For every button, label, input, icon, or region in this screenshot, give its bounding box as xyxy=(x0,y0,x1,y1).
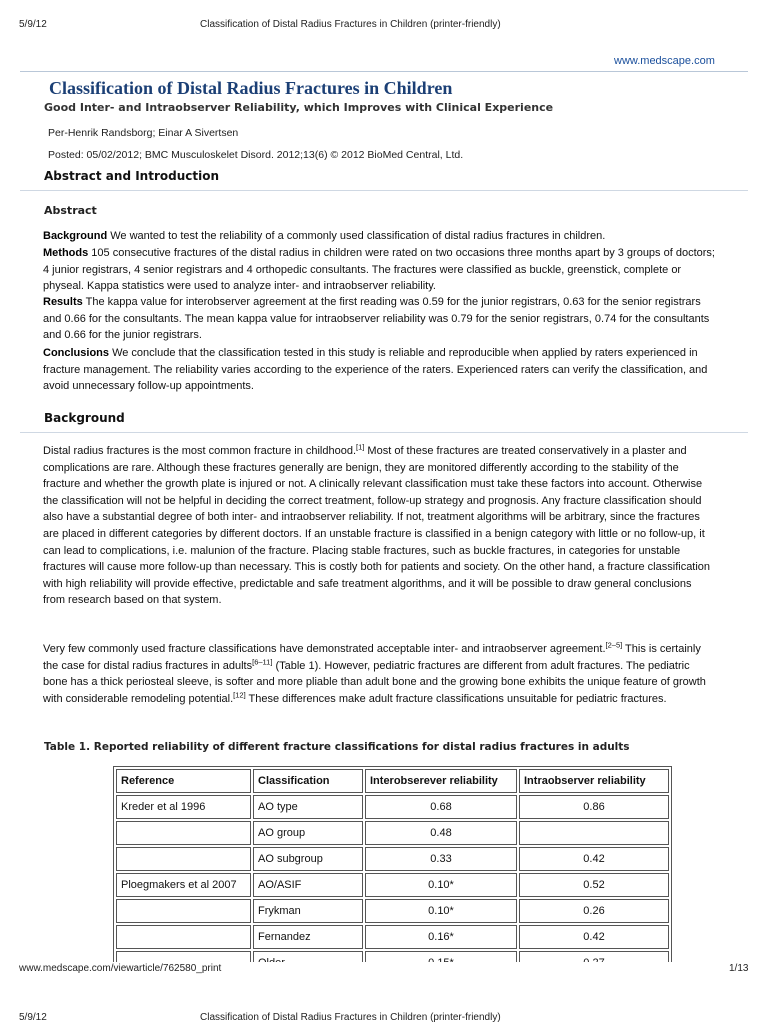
table-row xyxy=(116,847,669,871)
citation-12[interactable]: [12] xyxy=(233,690,246,700)
abstract-methods-label: Methods xyxy=(43,247,89,259)
table-row xyxy=(116,873,669,897)
article-posted: Posted: 05/02/2012; BMC Musculoskelet Disord. 2012;13(6) © 2012 BioMed Central, Ltd. xyxy=(48,149,464,161)
bg-p2-text-b: This is certainly the case for distal radius fractures in adults xyxy=(43,643,701,672)
bg-p1-text-b: Most of these fractures are treated conservatively in a plaster and complications are rare. Although these fractures generally are benign, they are monitored differently according to the stability of the fracture and whether the growth plate is injured or not. A clinically relevant classification must take these factors into account. Otherwise the classification will not be helpful in deciding the correct treatment, follow-up strategy and prognosis. Any fracture classification should also have a substantial degree of both inter- and intraobserver reliability. If not, treatment algorithms will be arbitrary, since the fractures are placed in different categories by different doctors. If an unstable fracture is classified in a benign category with little or no follow-up, it can lead to complications, i.e. malunion of the fracture. Placing stable fractures, such as buckle fractures, in categories for unstable fractures will cause more follow-up than necessary. This is costly both for patients and society. On the other hand, a fracture classification with high reliability will provide effective, predictable and safe treatment algorithms, and it will be possible to draw general conclusions from research based on that system. xyxy=(43,445,711,607)
cell-interobserver: 0.10* xyxy=(365,873,517,897)
section-heading-background: Background xyxy=(44,411,125,425)
medscape-link[interactable]: www.medscape.com xyxy=(614,55,715,67)
abstract-background xyxy=(43,228,715,245)
col-header-intraobserver: Intraobserver reliability xyxy=(519,769,669,793)
abstract-results xyxy=(43,294,715,344)
cell-interobserver: 0.48 xyxy=(365,821,517,845)
abstract-methods xyxy=(43,245,715,295)
cell-reference xyxy=(116,925,251,949)
cell-classification: AO type xyxy=(253,795,363,819)
cell-reference xyxy=(116,899,251,923)
cell-intraobserver xyxy=(519,821,669,845)
background-paragraph-1 xyxy=(43,443,715,609)
footer-page-number: 1/13 xyxy=(729,963,749,974)
article-authors: Per-Henrik Randsborg; Einar A Sivertsen xyxy=(48,127,239,139)
footer-url: www.medscape.com/viewarticle/762580_print xyxy=(19,963,222,974)
bg-p2-text-d: These differences make adult fracture classifications unsuitable for pediatric fractures. xyxy=(245,692,667,705)
next-page-date: 5/9/12 xyxy=(19,1012,47,1023)
bg-p1-text-a: Distal radius fractures is the most common fracture in childhood. xyxy=(43,445,357,457)
citation-6-11[interactable]: [6–11] xyxy=(252,656,273,666)
cell-classification: Frykman xyxy=(253,899,363,923)
cell-intraobserver: 0.26 xyxy=(519,899,669,923)
table-1 xyxy=(113,766,672,978)
section-divider xyxy=(20,190,748,191)
abstract-background-label: Background xyxy=(43,230,108,242)
abstract-conclusions-text: We conclude that the classification tested in this study is reliable and reproducible when applied by raters experienced in fracture management. The reliability varies according to the experience of the raters. Experienced raters can verify the classification, and avoid unnecessary follow-up appointments. xyxy=(43,347,708,393)
cell-classification: AO subgroup xyxy=(253,847,363,871)
table-row xyxy=(116,899,669,923)
cell-classification: AO/ASIF xyxy=(253,873,363,897)
bg-p2-text-a: Very few commonly used fracture classifications have demonstrated acceptable inter- and intraobserver agreement. xyxy=(43,643,606,655)
cell-intraobserver: 0.86 xyxy=(519,795,669,819)
print-header-title: Classification of Distal Radius Fractures in Children (printer-friendly) xyxy=(200,19,501,30)
cell-reference: Ploegmakers et al 2007 xyxy=(116,873,251,897)
abstract-conclusions xyxy=(43,345,715,395)
cell-reference: Kreder et al 1996 xyxy=(116,795,251,819)
article-subtitle: Good Inter- and Intraobserver Reliability, which Improves with Clinical Experience xyxy=(44,101,554,114)
next-page-header-title: Classification of Distal Radius Fractures in Children (printer-friendly) xyxy=(200,1012,501,1023)
cell-interobserver: 0.10* xyxy=(365,899,517,923)
cell-interobserver: 0.33 xyxy=(365,847,517,871)
col-header-reference: Reference xyxy=(116,769,251,793)
abstract-conclusions-label: Conclusions xyxy=(43,347,110,359)
section-divider-background xyxy=(20,432,748,433)
abstract-results-label: Results xyxy=(43,296,83,308)
abstract-background-text: We wanted to test the reliability of a commonly used classification of distal radius fractures in children. xyxy=(110,230,606,242)
cell-interobserver: 0.16* xyxy=(365,925,517,949)
cell-reference xyxy=(116,847,251,871)
section-heading-abstract-intro: Abstract and Introduction xyxy=(44,169,219,183)
abstract-methods-text: 105 consecutive fractures of the distal radius in children were rated on two occasions three months apart by 3 groups of doctors; 4 junior registrars, 4 senior registrars and 4 orthopedic consultants. The fractures were classified as buckle, greenstick, complete or physeal. Kappa statistics were used to analyze inter- and intraobserver reliability. xyxy=(43,247,715,293)
col-header-interobserver: Interobserever reliability xyxy=(365,769,517,793)
print-date: 5/9/12 xyxy=(19,19,47,30)
header-divider xyxy=(20,71,748,72)
table-row xyxy=(116,925,669,949)
cell-classification: Fernandez xyxy=(253,925,363,949)
cell-interobserver: 0.68 xyxy=(365,795,517,819)
table-row xyxy=(116,795,669,819)
abstract-results-text: The kappa value for interobserver agreement at the first reading was 0.59 for the junior registrars, 0.63 for the senior registrars and 0.66 for the consultants. The mean kappa value for intraobserver reliability was 0.79 for the senior registrars, 0.74 for the consultants and 0.66 for the junior registrars. xyxy=(43,296,710,342)
cell-intraobserver: 0.42 xyxy=(519,925,669,949)
citation-1[interactable]: [1] xyxy=(356,442,365,452)
cell-intraobserver: 0.42 xyxy=(519,847,669,871)
cell-reference xyxy=(116,821,251,845)
background-paragraph-2 xyxy=(43,641,715,707)
section-heading-abstract: Abstract xyxy=(44,204,97,217)
table-1-caption: Table 1. Reported reliability of different fracture classifications for distal radius fractures in adults xyxy=(44,741,630,753)
citation-2-5[interactable]: [2–5] xyxy=(605,640,623,650)
article-title: Classification of Distal Radius Fractures in Children xyxy=(49,78,453,98)
col-header-classification: Classification xyxy=(253,769,363,793)
bg-p2-text-c: (Table 1). However, pediatric fractures are different from adult fractures. The pediatric bone has a thick periosteal sleeve, is softer and more pliable than adult bone and the growing bone exhibits the unique feature of growth with considerable remodeling potential. xyxy=(43,659,706,705)
table-row xyxy=(116,821,669,845)
cell-classification: AO group xyxy=(253,821,363,845)
table-header-row xyxy=(116,769,669,793)
cell-intraobserver: 0.52 xyxy=(519,873,669,897)
